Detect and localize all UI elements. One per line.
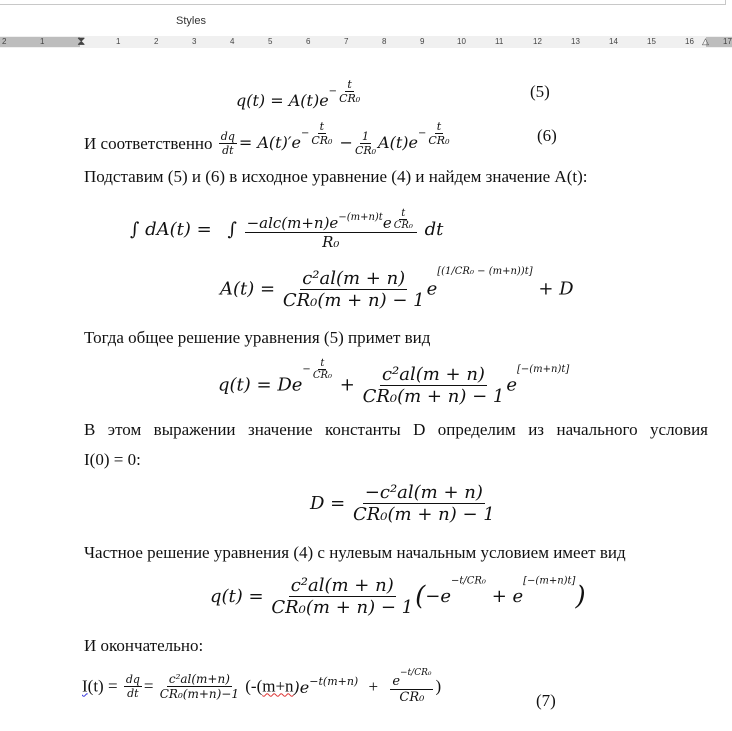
document-page[interactable] xyxy=(0,48,732,731)
paragraph: I(0) = 0: xyxy=(84,450,141,469)
ruler-tick-label: 7 xyxy=(344,37,349,46)
horizontal-ruler[interactable] xyxy=(0,36,732,48)
right-indent-marker-icon[interactable]: △ xyxy=(702,36,709,46)
indent-marker-icon[interactable]: ⧗ xyxy=(77,34,86,48)
ruler-tick-label: 14 xyxy=(609,37,618,46)
equation-6-line: И соответственно $\frac{dq}{dt}$ = $A(t)'e^{- \frac{t}{\text{CR₀}}}$ − $\frac{1}{\text{CR₀}}$ $A(t)e^{- \frac{t}{\text{CR₀}}}$ xyxy=(84,120,450,157)
ribbon xyxy=(0,0,732,37)
paragraph: Частное решение уравнения (4) с нулевым начальным условием имеет вид xyxy=(84,543,626,562)
ruler-tick-label: 15 xyxy=(647,37,656,46)
paragraph: В этом выражении значение константы D определим из начального условия xyxy=(84,420,708,439)
ruler-tick-label: 17 xyxy=(723,37,732,46)
paragraph: И окончательно: xyxy=(84,636,204,655)
ruler-tick-label: 10 xyxy=(457,37,466,46)
equation-7: I(t) = $\frac{dq}{dt}$ = $\frac{\text{c²al(m+n)}}{\text{CR₀(m+n)−1}}$ ($-(m+n)e^{-t(m+n)}$ + $\frac{e^{-t/CR_0}}{\text{CR₀}}$ ) xyxy=(82,668,442,705)
ruler-tick-label: 2 xyxy=(154,37,159,46)
styles-group-label[interactable]: Styles xyxy=(176,15,206,27)
equation-q-particular: q(t) = $\frac{\text{c²al(m + n)}}{\text{CR₀(m + n) − 1}}$ $(-e^{-t/CR_0} + e[-(m+n)t])$ xyxy=(210,575,586,618)
ruler-tick-label: 8 xyxy=(382,37,387,46)
ruler-tick-label: 6 xyxy=(306,37,311,46)
ruler-tick-label: 16 xyxy=(685,37,694,46)
equation-A: A(t) = $\frac{\text{c²al(m + n)}}{\text{CR₀(m + n) − 1}}$ e[(1/CR₀ − (m+n))t] + D xyxy=(220,266,574,311)
ruler-tick-label: 9 xyxy=(420,37,425,46)
equation-number-7: (7) xyxy=(536,691,556,710)
ruler-tick-label: 11 xyxy=(495,37,504,46)
ruler-tick-label: 1 xyxy=(40,37,45,46)
ruler-tick-label: 4 xyxy=(230,37,235,46)
equation-D: D = $\frac{\text{−c²al(m + n)}}{\text{CR₀(m + n) − 1}}$ xyxy=(310,482,495,525)
equation-number-5: (5) xyxy=(530,82,550,101)
ruler-tick-label: 2 xyxy=(2,37,7,46)
equation-5: $q(t) = A(t)e^{- \frac{t}{\text{CR₀}}}$ xyxy=(236,78,361,110)
paragraph: Подставим (5) и (6) в исходное уравнение (4) и найдем значение A(t): xyxy=(84,167,588,186)
paragraph: Тогда общее решение уравнения (5) примет вид xyxy=(84,328,431,347)
ribbon-frame xyxy=(0,0,726,5)
ruler-tick-label: 5 xyxy=(268,37,273,46)
ruler-tick-label: 12 xyxy=(533,37,542,46)
ruler-tick-label: 3 xyxy=(192,37,197,46)
equation-number-6: (6) xyxy=(537,126,557,145)
equation-q-general: $q(t) = De^{- \frac{t}{\text{CR₀}}}$ + $\frac{\text{c²al(m + n)}}{\text{CR₀(m + n) − 1}}$ e[−(m+n)t] xyxy=(218,358,570,407)
integral-equation: ∫ dA(t) = ∫ $-alc(m+n)e^{-(m+n)t}e$ $\frac{t}{\text{CR₀}}$ R₀ dt xyxy=(130,208,444,251)
ruler-tick-label: 1 xyxy=(116,37,121,46)
ruler-tick-label: 13 xyxy=(571,37,580,46)
